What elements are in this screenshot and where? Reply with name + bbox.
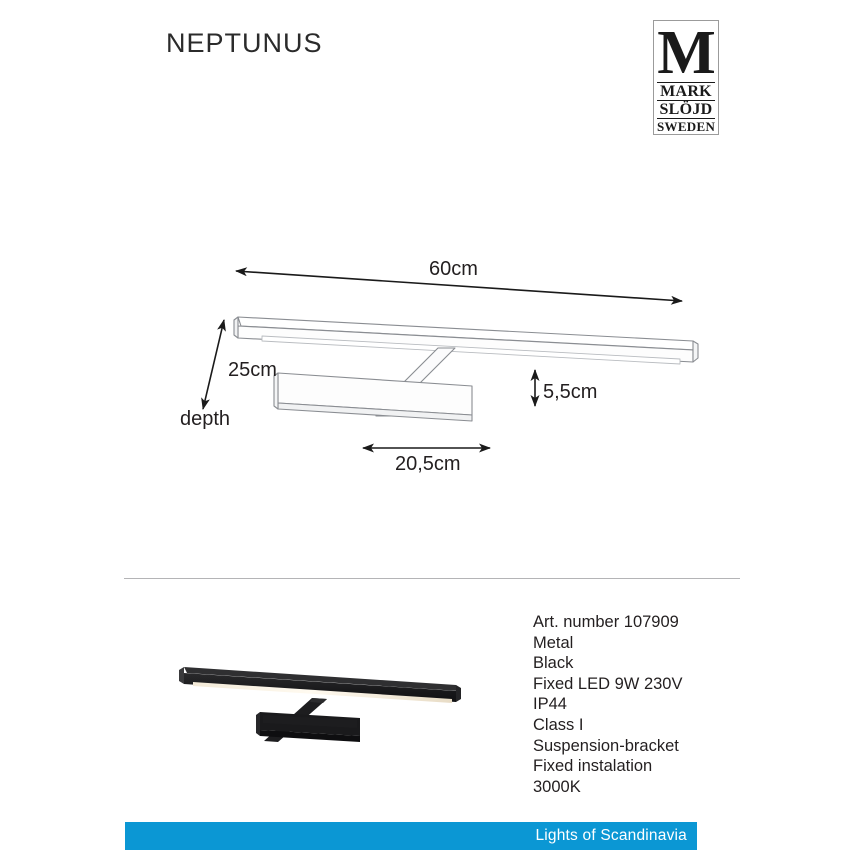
brand-wordmark xyxy=(657,82,715,135)
drawing-wall-plate xyxy=(274,373,472,421)
spec-line-ip-rating: IP44 xyxy=(533,695,567,714)
brand-logo xyxy=(653,20,719,135)
product-bar xyxy=(179,667,461,703)
spec-line-installation: Fixed instalation xyxy=(533,757,653,776)
dimension-label-plate-width: 20,5cm xyxy=(395,453,461,475)
product-photo xyxy=(160,650,500,760)
spec-line-art-number: Art. number 107909 xyxy=(533,613,679,631)
spec-line-lightsource: Fixed LED 9W 230V xyxy=(533,674,683,693)
product-photo-svg xyxy=(160,650,500,760)
specification-list xyxy=(533,612,763,797)
section-divider xyxy=(124,578,740,579)
footer-tagline: Lights of Scandinavia xyxy=(535,827,687,844)
spec-line-class: Class I xyxy=(533,715,584,734)
spec-line-color: Black xyxy=(533,654,574,673)
spec-line-mounting: Suspension-bracket xyxy=(533,736,679,755)
dimension-label-projection: 5,5cm xyxy=(543,381,598,403)
dimension-label-depth: depth xyxy=(180,408,231,430)
footer-bar xyxy=(125,822,697,850)
dimension-label-height: 25cm xyxy=(228,359,277,381)
dimension-arrow-depth xyxy=(203,320,224,409)
drawing-lamp-body xyxy=(234,317,698,364)
spec-line-material: Metal xyxy=(533,633,574,652)
brand-monogram: M xyxy=(657,24,715,82)
brand-line-slojd: SLÖJD xyxy=(657,100,715,118)
brand-line-sweden: SWEDEN xyxy=(657,119,716,134)
dimension-label-width: 60cm xyxy=(429,258,478,280)
brand-line-mark: MARK xyxy=(657,82,715,100)
page-title: NEPTUNUS xyxy=(166,28,323,58)
spec-line-color-temp: 3000K xyxy=(533,777,581,796)
